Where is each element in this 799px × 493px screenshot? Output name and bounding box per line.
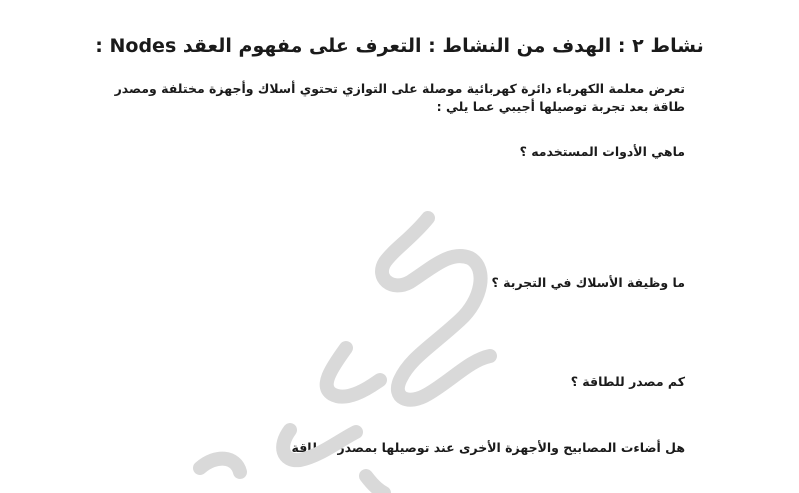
question-4: هل أضاءت المصابيح والأجهزة الأخرى عند توصيلها بمصدر الطاقة ؟ [279,440,685,455]
question-2: ما وظيفة الأسلاك في التجربة ؟ [491,275,685,290]
activity-intro [115,80,685,116]
question-3: كم مصدر للطاقة ؟ [570,374,685,389]
question-1: ماهي الأدوات المستخدمه ؟ [519,144,685,159]
intro-line-2: طاقة بعد تجربة توصيلها أجيبي عما يلي : [436,99,685,114]
intro-line-1: تعرض معلمة الكهرباء دائرة كهربائية موصلة على التوازي تحتوي أسلاك وأجهزة مختلفة ومصدر [114,81,685,96]
activity-title: نشاط ٢ : الهدف من النشاط : التعرف على مفهوم العقد Nodes : [95,35,704,57]
